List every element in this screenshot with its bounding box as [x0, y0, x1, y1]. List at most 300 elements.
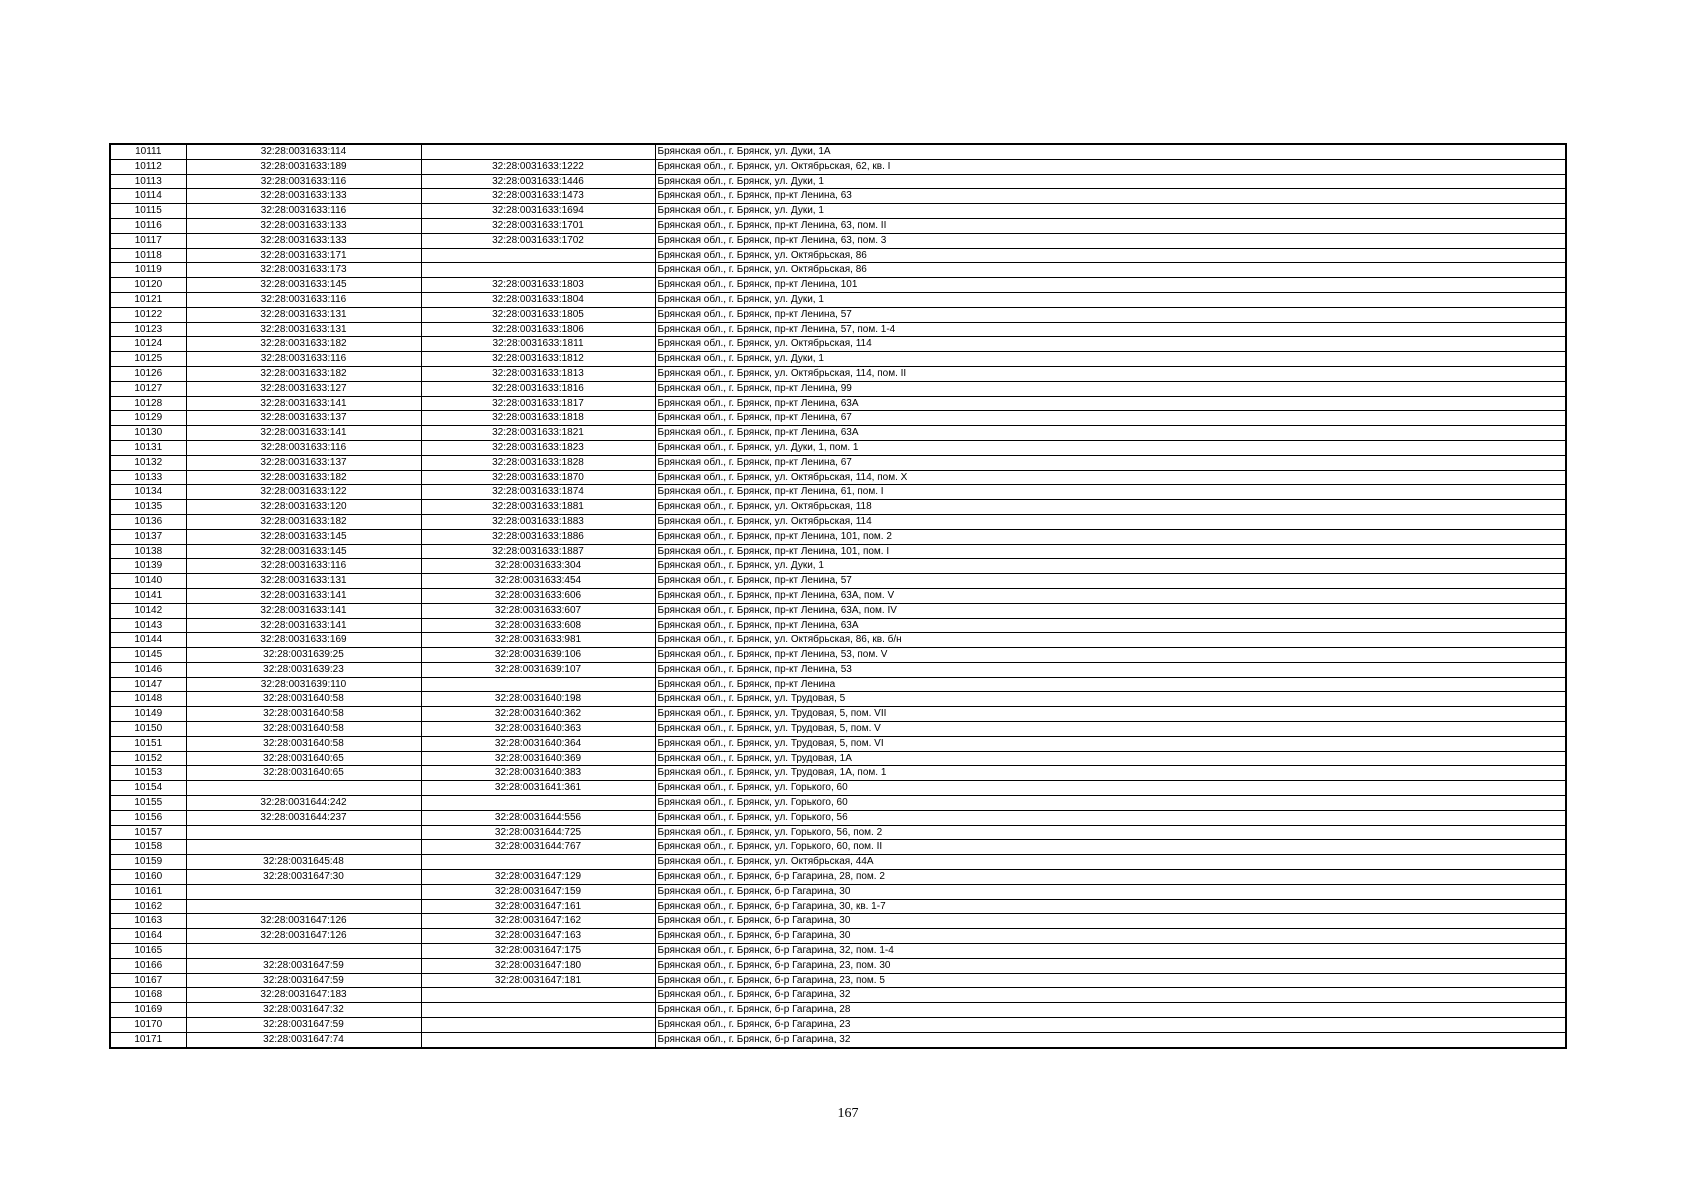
table-row	[110, 618, 1566, 633]
row-number-cell: 10145	[110, 648, 186, 663]
land-cadastral-number-cell: 32:28:0031633:133	[186, 218, 421, 233]
object-cadastral-number-cell: 32:28:0031633:304	[421, 559, 655, 574]
row-number-cell: 10118	[110, 248, 186, 263]
land-cadastral-number-cell: 32:28:0031633:116	[186, 204, 421, 219]
table-row	[110, 588, 1566, 603]
land-cadastral-number-cell: 32:28:0031633:131	[186, 322, 421, 337]
land-cadastral-number-cell: 32:28:0031633:182	[186, 470, 421, 485]
table-row	[110, 396, 1566, 411]
land-cadastral-number-cell: 32:28:0031633:116	[186, 352, 421, 367]
land-cadastral-number-cell: 32:28:0031633:133	[186, 233, 421, 248]
object-cadastral-number-cell: 32:28:0031640:363	[421, 722, 655, 737]
row-number-cell: 10113	[110, 174, 186, 189]
address-cell: Брянская обл., г. Брянск, ул. Дуки, 1	[655, 292, 1566, 307]
table-row	[110, 603, 1566, 618]
table-row	[110, 914, 1566, 929]
land-cadastral-number-cell: 32:28:0031647:59	[186, 1018, 421, 1033]
address-cell: Брянская обл., г. Брянск, пр-кт Ленина, 61, пом. I	[655, 485, 1566, 500]
land-cadastral-number-cell: 32:28:0031633:171	[186, 248, 421, 263]
table-row	[110, 840, 1566, 855]
land-cadastral-number-cell: 32:28:0031640:65	[186, 751, 421, 766]
table-row	[110, 440, 1566, 455]
row-number-cell: 10123	[110, 322, 186, 337]
land-cadastral-number-cell	[186, 840, 421, 855]
object-cadastral-number-cell: 32:28:0031633:1887	[421, 544, 655, 559]
table-row	[110, 263, 1566, 278]
object-cadastral-number-cell: 32:28:0031639:106	[421, 648, 655, 663]
table-row	[110, 218, 1566, 233]
row-number-cell: 10131	[110, 440, 186, 455]
land-cadastral-number-cell: 32:28:0031644:242	[186, 796, 421, 811]
object-cadastral-number-cell: 32:28:0031633:1701	[421, 218, 655, 233]
row-number-cell: 10162	[110, 899, 186, 914]
land-cadastral-number-cell: 32:28:0031633:141	[186, 396, 421, 411]
table-row	[110, 766, 1566, 781]
land-cadastral-number-cell	[186, 781, 421, 796]
object-cadastral-number-cell: 32:28:0031633:1812	[421, 352, 655, 367]
object-cadastral-number-cell: 32:28:0031640:362	[421, 707, 655, 722]
address-cell: Брянская обл., г. Брянск, ул. Октябрьская, 86, кв. б/н	[655, 633, 1566, 648]
table-body	[110, 144, 1566, 1048]
object-cadastral-number-cell	[421, 677, 655, 692]
address-cell: Брянская обл., г. Брянск, ул. Октябрьская, 114	[655, 514, 1566, 529]
object-cadastral-number-cell: 32:28:0031647:159	[421, 884, 655, 899]
land-cadastral-number-cell: 32:28:0031633:127	[186, 381, 421, 396]
land-cadastral-number-cell: 32:28:0031633:182	[186, 366, 421, 381]
address-cell: Брянская обл., г. Брянск, б-р Гагарина, 23, пом. 30	[655, 958, 1566, 973]
row-number-cell: 10161	[110, 884, 186, 899]
land-cadastral-number-cell: 32:28:0031633:145	[186, 529, 421, 544]
page-number: 167	[837, 1106, 859, 1121]
land-cadastral-number-cell: 32:28:0031633:137	[186, 455, 421, 470]
object-cadastral-number-cell: 32:28:0031633:1818	[421, 411, 655, 426]
land-cadastral-number-cell: 32:28:0031640:58	[186, 722, 421, 737]
land-cadastral-number-cell: 32:28:0031633:137	[186, 411, 421, 426]
object-cadastral-number-cell: 32:28:0031633:1446	[421, 174, 655, 189]
table-row	[110, 500, 1566, 515]
address-cell: Брянская обл., г. Брянск, пр-кт Ленина, 99	[655, 381, 1566, 396]
address-cell: Брянская обл., г. Брянск, ул. Трудовая, 1А	[655, 751, 1566, 766]
table-row	[110, 884, 1566, 899]
row-number-cell: 10170	[110, 1018, 186, 1033]
table-row	[110, 855, 1566, 870]
land-cadastral-number-cell	[186, 899, 421, 914]
row-number-cell: 10141	[110, 588, 186, 603]
object-cadastral-number-cell	[421, 988, 655, 1003]
object-cadastral-number-cell: 32:28:0031633:1694	[421, 204, 655, 219]
object-cadastral-number-cell: 32:28:0031647:162	[421, 914, 655, 929]
row-number-cell: 10159	[110, 855, 186, 870]
table-row	[110, 322, 1566, 337]
object-cadastral-number-cell: 32:28:0031633:1870	[421, 470, 655, 485]
row-number-cell: 10121	[110, 292, 186, 307]
row-number-cell: 10117	[110, 233, 186, 248]
table-row	[110, 692, 1566, 707]
object-cadastral-number-cell: 32:28:0031633:1821	[421, 426, 655, 441]
land-cadastral-number-cell: 32:28:0031633:133	[186, 189, 421, 204]
address-cell: Брянская обл., г. Брянск, ул. Октябрьская, 114	[655, 337, 1566, 352]
row-number-cell: 10124	[110, 337, 186, 352]
address-cell: Брянская обл., г. Брянск, пр-кт Ленина, 63	[655, 189, 1566, 204]
address-cell: Брянская обл., г. Брянск, пр-кт Ленина, 101	[655, 278, 1566, 293]
address-cell: Брянская обл., г. Брянск, пр-кт Ленина, 67	[655, 411, 1566, 426]
land-cadastral-number-cell: 32:28:0031633:141	[186, 618, 421, 633]
address-cell: Брянская обл., г. Брянск, ул. Дуки, 1	[655, 559, 1566, 574]
table-row	[110, 233, 1566, 248]
land-cadastral-number-cell: 32:28:0031633:169	[186, 633, 421, 648]
object-cadastral-number-cell	[421, 1018, 655, 1033]
land-cadastral-number-cell: 32:28:0031647:30	[186, 870, 421, 885]
table-row	[110, 1032, 1566, 1047]
address-cell: Брянская обл., г. Брянск, пр-кт Ленина, 63А, пом. V	[655, 588, 1566, 603]
land-cadastral-number-cell: 32:28:0031633:131	[186, 307, 421, 322]
table-row	[110, 352, 1566, 367]
row-number-cell: 10167	[110, 973, 186, 988]
row-number-cell: 10144	[110, 633, 186, 648]
object-cadastral-number-cell: 32:28:0031633:606	[421, 588, 655, 603]
table-row	[110, 973, 1566, 988]
table-row	[110, 662, 1566, 677]
table-row	[110, 292, 1566, 307]
row-number-cell: 10146	[110, 662, 186, 677]
table-row	[110, 751, 1566, 766]
land-cadastral-number-cell: 32:28:0031633:182	[186, 337, 421, 352]
table-row	[110, 633, 1566, 648]
object-cadastral-number-cell: 32:28:0031640:198	[421, 692, 655, 707]
table-row	[110, 455, 1566, 470]
table-row	[110, 337, 1566, 352]
row-number-cell: 10135	[110, 500, 186, 515]
row-number-cell: 10116	[110, 218, 186, 233]
table-row	[110, 189, 1566, 204]
table-row	[110, 278, 1566, 293]
address-cell: Брянская обл., г. Брянск, пр-кт Ленина, 53, пом. V	[655, 648, 1566, 663]
row-number-cell: 10125	[110, 352, 186, 367]
address-cell: Брянская обл., г. Брянск, пр-кт Ленина, 63А	[655, 618, 1566, 633]
address-cell: Брянская обл., г. Брянск, б-р Гагарина, 30, кв. 1-7	[655, 899, 1566, 914]
address-cell: Брянская обл., г. Брянск, пр-кт Ленина, 53	[655, 662, 1566, 677]
land-cadastral-number-cell: 32:28:0031633:116	[186, 559, 421, 574]
row-number-cell: 10147	[110, 677, 186, 692]
land-cadastral-number-cell: 32:28:0031633:116	[186, 174, 421, 189]
row-number-cell: 10119	[110, 263, 186, 278]
table-row	[110, 677, 1566, 692]
address-cell: Брянская обл., г. Брянск, ул. Горького, 56, пом. 2	[655, 825, 1566, 840]
table-row	[110, 781, 1566, 796]
land-cadastral-number-cell: 32:28:0031633:189	[186, 159, 421, 174]
table-row	[110, 574, 1566, 589]
table-row	[110, 381, 1566, 396]
table-row	[110, 722, 1566, 737]
row-number-cell: 10132	[110, 455, 186, 470]
object-cadastral-number-cell: 32:28:0031641:361	[421, 781, 655, 796]
address-cell: Брянская обл., г. Брянск, ул. Дуки, 1А	[655, 144, 1566, 159]
row-number-cell: 10166	[110, 958, 186, 973]
address-cell: Брянская обл., г. Брянск, б-р Гагарина, 28	[655, 1003, 1566, 1018]
land-cadastral-number-cell: 32:28:0031633:173	[186, 263, 421, 278]
land-cadastral-number-cell: 32:28:0031633:120	[186, 500, 421, 515]
table-row	[110, 529, 1566, 544]
land-cadastral-number-cell	[186, 944, 421, 959]
object-cadastral-number-cell	[421, 144, 655, 159]
land-cadastral-number-cell: 32:28:0031640:58	[186, 692, 421, 707]
object-cadastral-number-cell: 32:28:0031633:1805	[421, 307, 655, 322]
land-cadastral-number-cell: 32:28:0031633:141	[186, 426, 421, 441]
land-cadastral-number-cell: 32:28:0031645:48	[186, 855, 421, 870]
address-cell: Брянская обл., г. Брянск, пр-кт Ленина, 57	[655, 307, 1566, 322]
row-number-cell: 10120	[110, 278, 186, 293]
land-cadastral-number-cell: 32:28:0031644:237	[186, 810, 421, 825]
table-row	[110, 736, 1566, 751]
address-cell: Брянская обл., г. Брянск, ул. Дуки, 1	[655, 352, 1566, 367]
object-cadastral-number-cell: 32:28:0031633:1817	[421, 396, 655, 411]
object-cadastral-number-cell: 32:28:0031633:981	[421, 633, 655, 648]
table-row	[110, 1003, 1566, 1018]
row-number-cell: 10112	[110, 159, 186, 174]
address-cell: Брянская обл., г. Брянск, ул. Октябрьская, 62, кв. I	[655, 159, 1566, 174]
row-number-cell: 10148	[110, 692, 186, 707]
table-row	[110, 988, 1566, 1003]
address-cell: Брянская обл., г. Брянск, б-р Гагарина, 30	[655, 929, 1566, 944]
table-row	[110, 204, 1566, 219]
row-number-cell: 10149	[110, 707, 186, 722]
row-number-cell: 10142	[110, 603, 186, 618]
land-cadastral-number-cell: 32:28:0031647:183	[186, 988, 421, 1003]
land-cadastral-number-cell: 32:28:0031633:182	[186, 514, 421, 529]
table-row	[110, 559, 1566, 574]
object-cadastral-number-cell: 32:28:0031639:107	[421, 662, 655, 677]
address-cell: Брянская обл., г. Брянск, пр-кт Ленина, 63, пом. II	[655, 218, 1566, 233]
object-cadastral-number-cell: 32:28:0031647:163	[421, 929, 655, 944]
address-cell: Брянская обл., г. Брянск, ул. Горького, 56	[655, 810, 1566, 825]
table-row	[110, 648, 1566, 663]
object-cadastral-number-cell: 32:28:0031640:383	[421, 766, 655, 781]
address-cell: Брянская обл., г. Брянск, пр-кт Ленина, 57	[655, 574, 1566, 589]
row-number-cell: 10160	[110, 870, 186, 885]
land-cadastral-number-cell: 32:28:0031647:126	[186, 929, 421, 944]
object-cadastral-number-cell: 32:28:0031633:1804	[421, 292, 655, 307]
row-number-cell: 10165	[110, 944, 186, 959]
object-cadastral-number-cell: 32:28:0031644:767	[421, 840, 655, 855]
row-number-cell: 10114	[110, 189, 186, 204]
object-cadastral-number-cell: 32:28:0031633:607	[421, 603, 655, 618]
object-cadastral-number-cell: 32:28:0031647:181	[421, 973, 655, 988]
row-number-cell: 10171	[110, 1032, 186, 1047]
row-number-cell: 10158	[110, 840, 186, 855]
object-cadastral-number-cell: 32:28:0031633:1222	[421, 159, 655, 174]
address-cell: Брянская обл., г. Брянск, б-р Гагарина, 28, пом. 2	[655, 870, 1566, 885]
table-row	[110, 248, 1566, 263]
land-cadastral-number-cell: 32:28:0031639:110	[186, 677, 421, 692]
land-cadastral-number-cell: 32:28:0031633:116	[186, 292, 421, 307]
object-cadastral-number-cell: 32:28:0031647:175	[421, 944, 655, 959]
address-cell: Брянская обл., г. Брянск, ул. Трудовая, 5, пом. VII	[655, 707, 1566, 722]
address-cell: Брянская обл., г. Брянск, ул. Трудовая, 1А, пом. 1	[655, 766, 1566, 781]
land-cadastral-number-cell: 32:28:0031633:122	[186, 485, 421, 500]
row-number-cell: 10153	[110, 766, 186, 781]
land-cadastral-number-cell: 32:28:0031647:32	[186, 1003, 421, 1018]
object-cadastral-number-cell	[421, 855, 655, 870]
object-cadastral-number-cell: 32:28:0031633:1702	[421, 233, 655, 248]
land-cadastral-number-cell: 32:28:0031633:114	[186, 144, 421, 159]
row-number-cell: 10122	[110, 307, 186, 322]
row-number-cell: 10134	[110, 485, 186, 500]
table-row	[110, 411, 1566, 426]
table-row	[110, 899, 1566, 914]
land-cadastral-number-cell: 32:28:0031647:74	[186, 1032, 421, 1047]
row-number-cell: 10128	[110, 396, 186, 411]
address-cell: Брянская обл., г. Брянск, пр-кт Ленина, 101, пом. I	[655, 544, 1566, 559]
object-cadastral-number-cell: 32:28:0031644:725	[421, 825, 655, 840]
address-cell: Брянская обл., г. Брянск, пр-кт Ленина, 63А	[655, 426, 1566, 441]
address-cell: Брянская обл., г. Брянск, пр-кт Ленина	[655, 677, 1566, 692]
land-cadastral-number-cell: 32:28:0031647:126	[186, 914, 421, 929]
address-cell: Брянская обл., г. Брянск, ул. Горького, 60, пом. II	[655, 840, 1566, 855]
address-cell: Брянская обл., г. Брянск, ул. Октябрьская, 114, пом. X	[655, 470, 1566, 485]
object-cadastral-number-cell: 32:28:0031640:364	[421, 736, 655, 751]
table-row	[110, 144, 1566, 159]
address-cell: Брянская обл., г. Брянск, б-р Гагарина, 32	[655, 988, 1566, 1003]
object-cadastral-number-cell: 32:28:0031633:1803	[421, 278, 655, 293]
table-row	[110, 707, 1566, 722]
table-row	[110, 159, 1566, 174]
land-cadastral-number-cell: 32:28:0031640:65	[186, 766, 421, 781]
address-cell: Брянская обл., г. Брянск, ул. Горького, 60	[655, 781, 1566, 796]
row-number-cell: 10143	[110, 618, 186, 633]
object-cadastral-number-cell: 32:28:0031633:608	[421, 618, 655, 633]
object-cadastral-number-cell: 32:28:0031633:1806	[421, 322, 655, 337]
table-row	[110, 810, 1566, 825]
land-cadastral-number-cell: 32:28:0031633:116	[186, 440, 421, 455]
object-cadastral-number-cell: 32:28:0031633:1813	[421, 366, 655, 381]
address-cell: Брянская обл., г. Брянск, пр-кт Ленина, 67	[655, 455, 1566, 470]
land-cadastral-number-cell: 32:28:0031640:58	[186, 736, 421, 751]
land-cadastral-number-cell: 32:28:0031633:145	[186, 278, 421, 293]
address-cell: Брянская обл., г. Брянск, ул. Горького, 60	[655, 796, 1566, 811]
row-number-cell: 10115	[110, 204, 186, 219]
row-number-cell: 10164	[110, 929, 186, 944]
land-cadastral-number-cell: 32:28:0031647:59	[186, 973, 421, 988]
address-cell: Брянская обл., г. Брянск, б-р Гагарина, 23, пом. 5	[655, 973, 1566, 988]
object-cadastral-number-cell	[421, 263, 655, 278]
land-cadastral-number-cell: 32:28:0031647:59	[186, 958, 421, 973]
table-row	[110, 825, 1566, 840]
table-row	[110, 796, 1566, 811]
address-cell: Брянская обл., г. Брянск, пр-кт Ленина, 101, пом. 2	[655, 529, 1566, 544]
address-cell: Брянская обл., г. Брянск, пр-кт Ленина, 63, пом. 3	[655, 233, 1566, 248]
land-cadastral-number-cell	[186, 884, 421, 899]
row-number-cell: 10127	[110, 381, 186, 396]
row-number-cell: 10139	[110, 559, 186, 574]
address-cell: Брянская обл., г. Брянск, ул. Октябрьская, 44А	[655, 855, 1566, 870]
object-cadastral-number-cell: 32:28:0031633:1881	[421, 500, 655, 515]
table-row	[110, 426, 1566, 441]
row-number-cell: 10130	[110, 426, 186, 441]
row-number-cell: 10155	[110, 796, 186, 811]
address-cell: Брянская обл., г. Брянск, ул. Дуки, 1	[655, 174, 1566, 189]
table-row	[110, 514, 1566, 529]
address-cell: Брянская обл., г. Брянск, ул. Октябрьская, 86	[655, 263, 1566, 278]
land-cadastral-number-cell: 32:28:0031639:25	[186, 648, 421, 663]
address-cell: Брянская обл., г. Брянск, б-р Гагарина, 23	[655, 1018, 1566, 1033]
object-cadastral-number-cell: 32:28:0031633:1886	[421, 529, 655, 544]
object-cadastral-number-cell	[421, 1003, 655, 1018]
object-cadastral-number-cell: 32:28:0031640:369	[421, 751, 655, 766]
address-cell: Брянская обл., г. Брянск, ул. Трудовая, 5, пом. VI	[655, 736, 1566, 751]
row-number-cell: 10156	[110, 810, 186, 825]
land-cadastral-number-cell: 32:28:0031640:58	[186, 707, 421, 722]
table-row	[110, 544, 1566, 559]
object-cadastral-number-cell: 32:28:0031633:1811	[421, 337, 655, 352]
address-cell: Брянская обл., г. Брянск, б-р Гагарина, 30	[655, 914, 1566, 929]
table-row	[110, 958, 1566, 973]
row-number-cell: 10129	[110, 411, 186, 426]
object-cadastral-number-cell: 32:28:0031633:1473	[421, 189, 655, 204]
address-cell: Брянская обл., г. Брянск, ул. Октябрьская, 86	[655, 248, 1566, 263]
land-cadastral-number-cell: 32:28:0031633:141	[186, 588, 421, 603]
row-number-cell: 10152	[110, 751, 186, 766]
land-cadastral-number-cell: 32:28:0031633:131	[186, 574, 421, 589]
address-cell: Брянская обл., г. Брянск, пр-кт Ленина, 57, пом. 1-4	[655, 322, 1566, 337]
object-cadastral-number-cell	[421, 248, 655, 263]
row-number-cell: 10154	[110, 781, 186, 796]
row-number-cell: 10133	[110, 470, 186, 485]
address-cell: Брянская обл., г. Брянск, б-р Гагарина, 32, пом. 1-4	[655, 944, 1566, 959]
table-row	[110, 307, 1566, 322]
row-number-cell: 10168	[110, 988, 186, 1003]
row-number-cell: 10169	[110, 1003, 186, 1018]
row-number-cell: 10111	[110, 144, 186, 159]
table-row	[110, 929, 1566, 944]
address-cell: Брянская обл., г. Брянск, ул. Трудовая, 5	[655, 692, 1566, 707]
row-number-cell: 10163	[110, 914, 186, 929]
object-cadastral-number-cell: 32:28:0031647:129	[421, 870, 655, 885]
address-cell: Брянская обл., г. Брянск, ул. Октябрьская, 114, пом. II	[655, 366, 1566, 381]
table-row	[110, 870, 1566, 885]
address-cell: Брянская обл., г. Брянск, пр-кт Ленина, 63А, пом. IV	[655, 603, 1566, 618]
address-cell: Брянская обл., г. Брянск, б-р Гагарина, 32	[655, 1032, 1566, 1047]
object-cadastral-number-cell: 32:28:0031647:180	[421, 958, 655, 973]
object-cadastral-number-cell: 32:28:0031644:556	[421, 810, 655, 825]
address-cell: Брянская обл., г. Брянск, ул. Трудовая, 5, пом. V	[655, 722, 1566, 737]
object-cadastral-number-cell: 32:28:0031633:1828	[421, 455, 655, 470]
table-row	[110, 174, 1566, 189]
address-cell: Брянская обл., г. Брянск, ул. Октябрьская, 118	[655, 500, 1566, 515]
cadastral-table	[109, 143, 1567, 1049]
object-cadastral-number-cell	[421, 1032, 655, 1047]
object-cadastral-number-cell: 32:28:0031633:1816	[421, 381, 655, 396]
row-number-cell: 10126	[110, 366, 186, 381]
land-cadastral-number-cell: 32:28:0031633:145	[186, 544, 421, 559]
row-number-cell: 10151	[110, 736, 186, 751]
table-row	[110, 944, 1566, 959]
address-cell: Брянская обл., г. Брянск, пр-кт Ленина, 63А	[655, 396, 1566, 411]
object-cadastral-number-cell	[421, 796, 655, 811]
table-row	[110, 485, 1566, 500]
land-cadastral-number-cell	[186, 825, 421, 840]
address-cell: Брянская обл., г. Брянск, б-р Гагарина, 30	[655, 884, 1566, 899]
object-cadastral-number-cell: 32:28:0031633:1823	[421, 440, 655, 455]
table-row	[110, 1018, 1566, 1033]
object-cadastral-number-cell: 32:28:0031647:161	[421, 899, 655, 914]
row-number-cell: 10157	[110, 825, 186, 840]
object-cadastral-number-cell: 32:28:0031633:1874	[421, 485, 655, 500]
table-row	[110, 470, 1566, 485]
land-cadastral-number-cell: 32:28:0031633:141	[186, 603, 421, 618]
row-number-cell: 10136	[110, 514, 186, 529]
row-number-cell: 10150	[110, 722, 186, 737]
table-row	[110, 366, 1566, 381]
